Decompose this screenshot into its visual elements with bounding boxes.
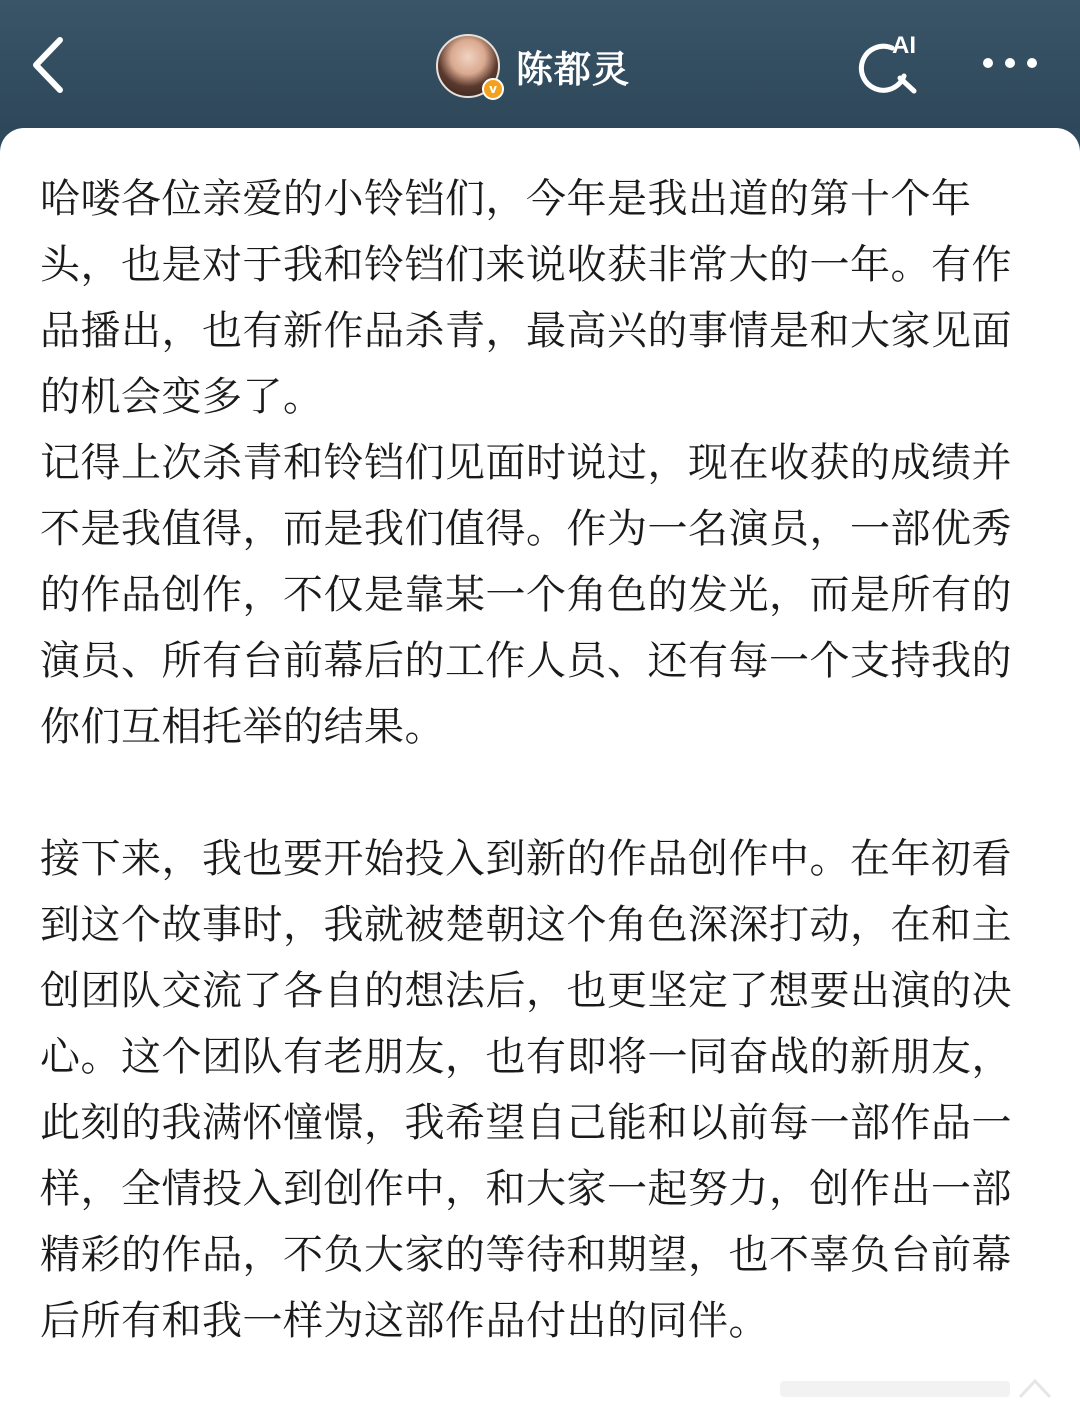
- post-paragraph: 记得上次杀青和铃铛们见面时说过，现在收获的成绩并不是我值得，而是我们值得。作为一名演员，一部优秀的作品创作，不仅是靠某一个角色的发光，而是所有的演员、所有台前幕后的工作人员、还有每一个支持我的你们互相托举的结果。: [40, 440, 1012, 750]
- watermark-icon: [780, 1367, 1060, 1407]
- post-card: [0, 128, 1080, 1413]
- ai-label: AI: [892, 32, 916, 59]
- post-paragraph: 接下来，我也要开始投入到新的作品创作中。在年初看到这个故事时，我就被楚朝这个角色深深打动，在和主创团队交流了各自的想法后，也更坚定了想要出演的决心。这个团队有老朋友，也有即将一同奋战的新朋友，此刻的我满怀憧憬，我希望自己能和以前每一部作品一样，全情投入到创作中，和大家一起努力，创作出一部精彩的作品，不负大家的等待和期望，也不辜负台前幕后所有和我一样为这部作品付出的同伴。: [40, 836, 1012, 1344]
- chevron-left-icon: [22, 30, 82, 100]
- username[interactable]: 陈都灵: [516, 48, 630, 91]
- verified-badge: v: [482, 78, 504, 100]
- top-bar: [0, 0, 1080, 130]
- post-content: [40, 166, 1040, 1354]
- avatar[interactable]: [436, 34, 500, 98]
- profile-header[interactable]: [436, 32, 630, 100]
- ai-search-button[interactable]: [852, 28, 932, 100]
- more-dots-icon: [972, 40, 1052, 86]
- back-button[interactable]: [22, 30, 82, 100]
- post-paragraph: 哈喽各位亲爱的小铃铛们，今年是我出道的第十个年头，也是对于我和铃铛们来说收获非常大的一年。有作品播出，也有新作品杀青，最高兴的事情是和大家见面的机会变多了。: [40, 176, 1012, 420]
- more-button[interactable]: [972, 40, 1052, 86]
